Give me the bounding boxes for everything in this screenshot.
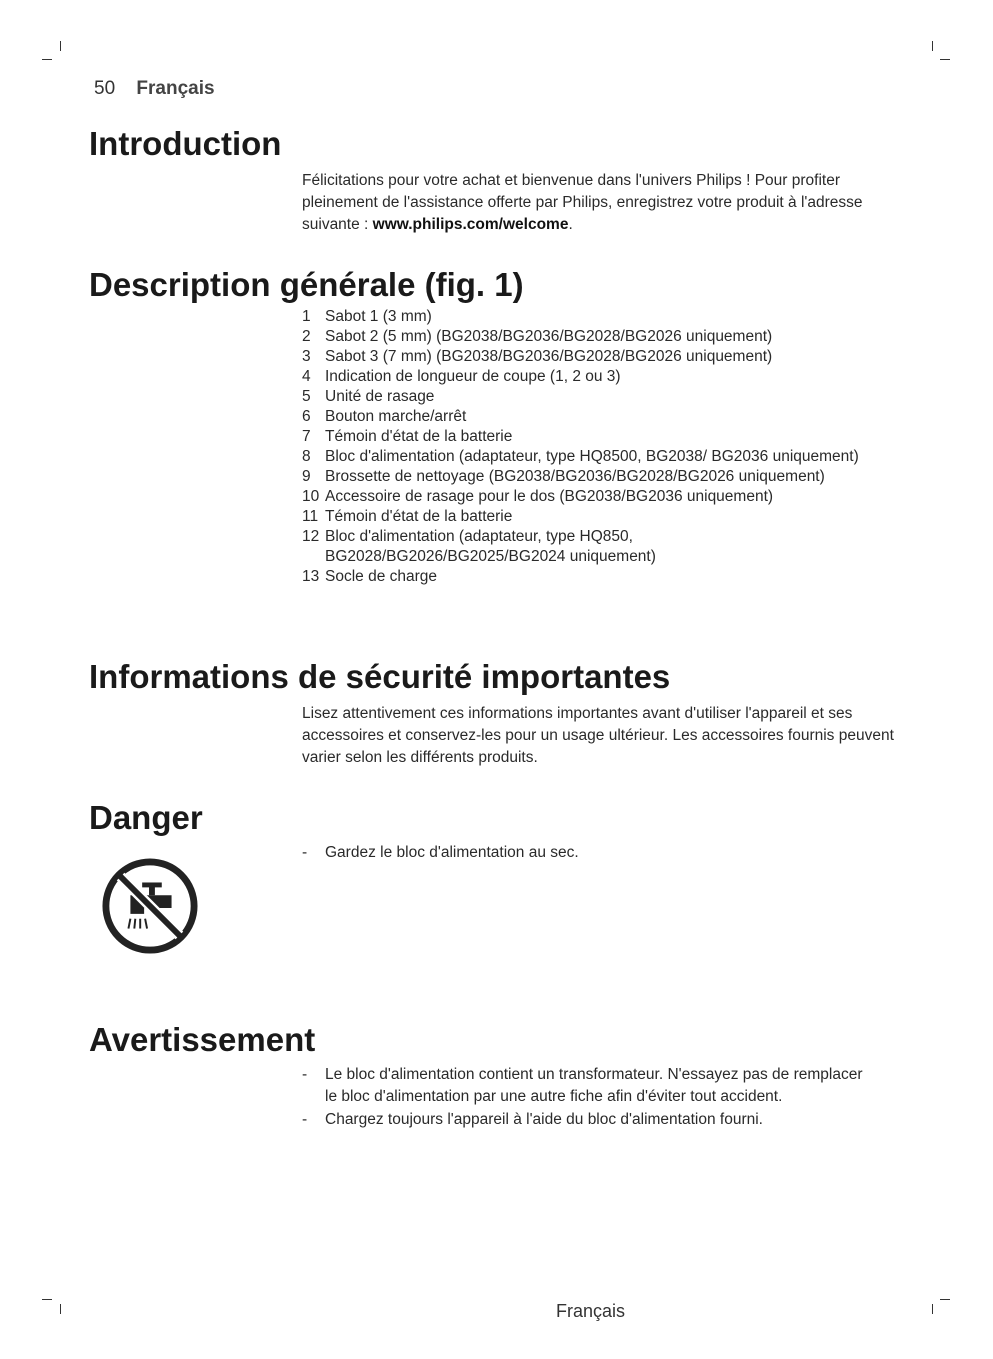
list-item	[302, 527, 862, 567]
list-item-text: Témoin d'état de la batterie	[325, 508, 513, 525]
crop-mark	[60, 1304, 61, 1314]
crop-mark	[932, 41, 933, 51]
bullet-text: Gardez le bloc d'alimentation au sec.	[325, 844, 579, 861]
list-item	[302, 447, 862, 467]
list-item-text: Bloc d'alimentation (adaptateur, type HQ850, BG2028/BG2026/BG2025/BG2024 uniquement)	[325, 528, 656, 565]
bullet-dash: -	[302, 1066, 308, 1083]
description-heading: Description générale (fig. 1)	[89, 266, 524, 303]
list-item-number: 5	[302, 388, 311, 405]
list-item-text: Socle de charge	[325, 568, 438, 585]
list-item-number: 10	[302, 488, 320, 505]
introduction-heading: Introduction	[89, 125, 282, 162]
list-item	[302, 307, 862, 327]
crop-mark	[932, 1304, 933, 1314]
list-item-text: Unité de rasage	[325, 388, 435, 405]
list-item-text: Sabot 1 (3 mm)	[325, 308, 432, 325]
list-item	[302, 327, 862, 347]
danger-heading: Danger	[89, 799, 203, 836]
list-item-number: 12	[302, 528, 320, 545]
introduction-text-main: Félicitations pour votre achat et bienvenue dans l'univers Philips ! Pour profiter pleinement de l'assistance offerte par Philips, enregistrez votre produit à l'adresse suivante :	[302, 172, 863, 233]
bullet-text: Le bloc d'alimentation contient un transformateur. N'essayez pas de remplacer le bloc d'alimentation par une autre fiche afin d'éviter tout accident.	[325, 1066, 863, 1105]
crop-mark	[42, 1299, 52, 1300]
list-item-number: 9	[302, 468, 311, 485]
page-number: 50	[94, 78, 116, 99]
list-item-text: Accessoire de rasage pour le dos (BG2038/BG2036 uniquement)	[325, 488, 774, 505]
bullet-dash: -	[302, 1111, 308, 1128]
no-water-tap-icon	[101, 857, 199, 955]
list-item-text: Sabot 2 (5 mm) (BG2038/BG2036/BG2028/BG2026 uniquement)	[325, 328, 773, 345]
list-item-number: 7	[302, 428, 311, 445]
list-item	[302, 467, 862, 487]
list-item-number: 2	[302, 328, 311, 345]
crop-mark	[60, 41, 61, 51]
warning-list	[302, 1064, 867, 1132]
page-footer: Français	[556, 1301, 626, 1321]
list-item-number: 13	[302, 568, 320, 585]
list-item	[302, 347, 862, 367]
list-item-text: Bloc d'alimentation (adaptateur, type HQ8500, BG2038/ BG2036 uniquement)	[325, 448, 859, 465]
list-item-text: Brossette de nettoyage (BG2038/BG2036/BG2028/BG2026 uniquement)	[325, 468, 825, 485]
list-item-number: 11	[302, 508, 319, 525]
bullet-text: Chargez toujours l'appareil à l'aide du bloc d'alimentation fourni.	[325, 1111, 763, 1128]
list-item	[302, 407, 862, 427]
bullet-item	[302, 842, 882, 864]
crop-mark	[940, 59, 950, 60]
crop-mark	[42, 59, 52, 60]
page-header	[94, 78, 215, 100]
list-item	[302, 567, 862, 587]
introduction-text	[302, 170, 867, 236]
parts-list	[302, 307, 862, 587]
danger-list	[302, 842, 882, 865]
list-item-text: Bouton marche/arrêt	[325, 408, 467, 425]
welcome-link[interactable]: www.philips.com/welcome	[372, 216, 569, 233]
list-item-number: 3	[302, 348, 311, 365]
warning-heading: Avertissement	[89, 1021, 316, 1058]
list-item-text: Sabot 3 (7 mm) (BG2038/BG2036/BG2028/BG2026 uniquement)	[325, 348, 773, 365]
list-item-text: Indication de longueur de coupe (1, 2 ou 3)	[325, 368, 621, 385]
list-item	[302, 427, 862, 447]
bullet-dash: -	[302, 844, 308, 861]
bullet-item	[302, 1064, 867, 1108]
bullet-item	[302, 1109, 867, 1131]
header-language: Français	[136, 78, 215, 99]
list-item	[302, 507, 862, 527]
list-item-number: 1	[302, 308, 311, 325]
list-item-number: 6	[302, 408, 311, 425]
safety-heading: Informations de sécurité importantes	[89, 658, 671, 695]
list-item-number: 4	[302, 368, 311, 385]
list-item-number: 8	[302, 448, 311, 465]
list-item-text: Témoin d'état de la batterie	[325, 428, 513, 445]
list-item	[302, 487, 862, 507]
safety-text: Lisez attentivement ces informations importantes avant d'utiliser l'appareil et ses accessoires et conservez-les pour un usage ultérieur. Les accessoires fournis peuvent varier selon les différents produits.	[302, 705, 894, 766]
list-item	[302, 367, 862, 387]
introduction-text-end: .	[568, 216, 573, 233]
crop-mark	[940, 1299, 950, 1300]
list-item	[302, 387, 862, 407]
